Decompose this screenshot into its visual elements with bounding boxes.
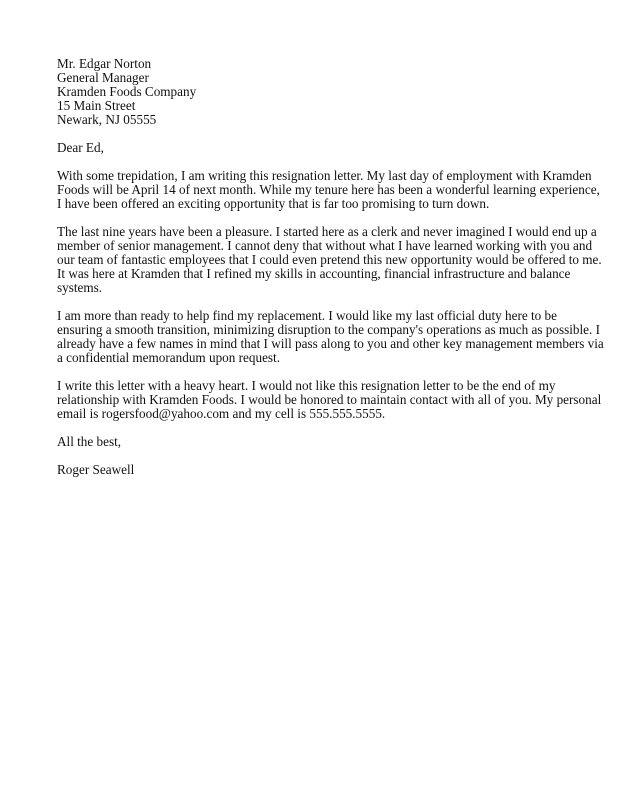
salutation [57,141,577,155]
paragraph-line: It was here at Kramden that I refined my skills in accounting, financial infrastructure and balance [57,266,571,281]
paragraph-line: a confidential memorandum upon request. [57,350,281,365]
letter [57,56,604,491]
paragraph-line: I have been offered an exciting opportunity that is far too promising to turn down. [57,196,490,211]
paragraph-line: With some trepidation, I am writing this resignation letter. My last day of employment with Kramden [57,168,592,183]
salutation-text: Dear Ed, [57,140,104,155]
recipient-address [57,57,577,127]
closing-text: All the best, [57,434,122,449]
paragraph-line: email is rogersfood@yahoo.com and my cell is 555.555.5555. [57,406,386,421]
paragraph-line: member of senior management. I cannot deny that without what I have learned working with you and [57,238,593,253]
signature [57,463,577,477]
paragraph-4 [57,378,602,421]
paragraph-line: ensuring a smooth transition, minimizing disruption to the company's operations as much as possible. I [57,322,600,337]
signature-name: Roger Seawell [57,462,135,477]
recipient-company: Kramden Foods Company [57,84,197,99]
paragraph-1 [57,168,600,211]
recipient-street: 15 Main Street [57,98,136,113]
paragraph-line: I am more than ready to help find my replacement. I would like my last official duty here to be [57,308,557,323]
paragraph-2 [57,224,602,295]
paragraph-line: our team of fantastic employees that I could even pretend this new opportunity would be offered to me. [57,252,602,267]
paragraph-line: Foods will be April 14 of next month. While my tenure here has been a wonderful learning experience, [57,182,600,197]
paragraph-line: The last nine years have been a pleasure. I started here as a clerk and never imagined I would end up a [57,224,597,239]
recipient-name: Mr. Edgar Norton [57,56,152,71]
paragraph-line: relationship with Kramden Foods. I would be honored to maintain contact with all of you. My personal [57,392,602,407]
paragraph-line: systems. [57,280,103,295]
paragraph-line: already have a few names in mind that I will pass along to you and other key management members via [57,336,604,351]
closing [57,435,577,449]
recipient-title: General Manager [57,70,149,85]
recipient-city: Newark, NJ 05555 [57,112,157,127]
paragraph-line: I write this letter with a heavy heart. I would not like this resignation letter to be the end of my [57,378,556,393]
paragraph-3 [57,308,604,365]
